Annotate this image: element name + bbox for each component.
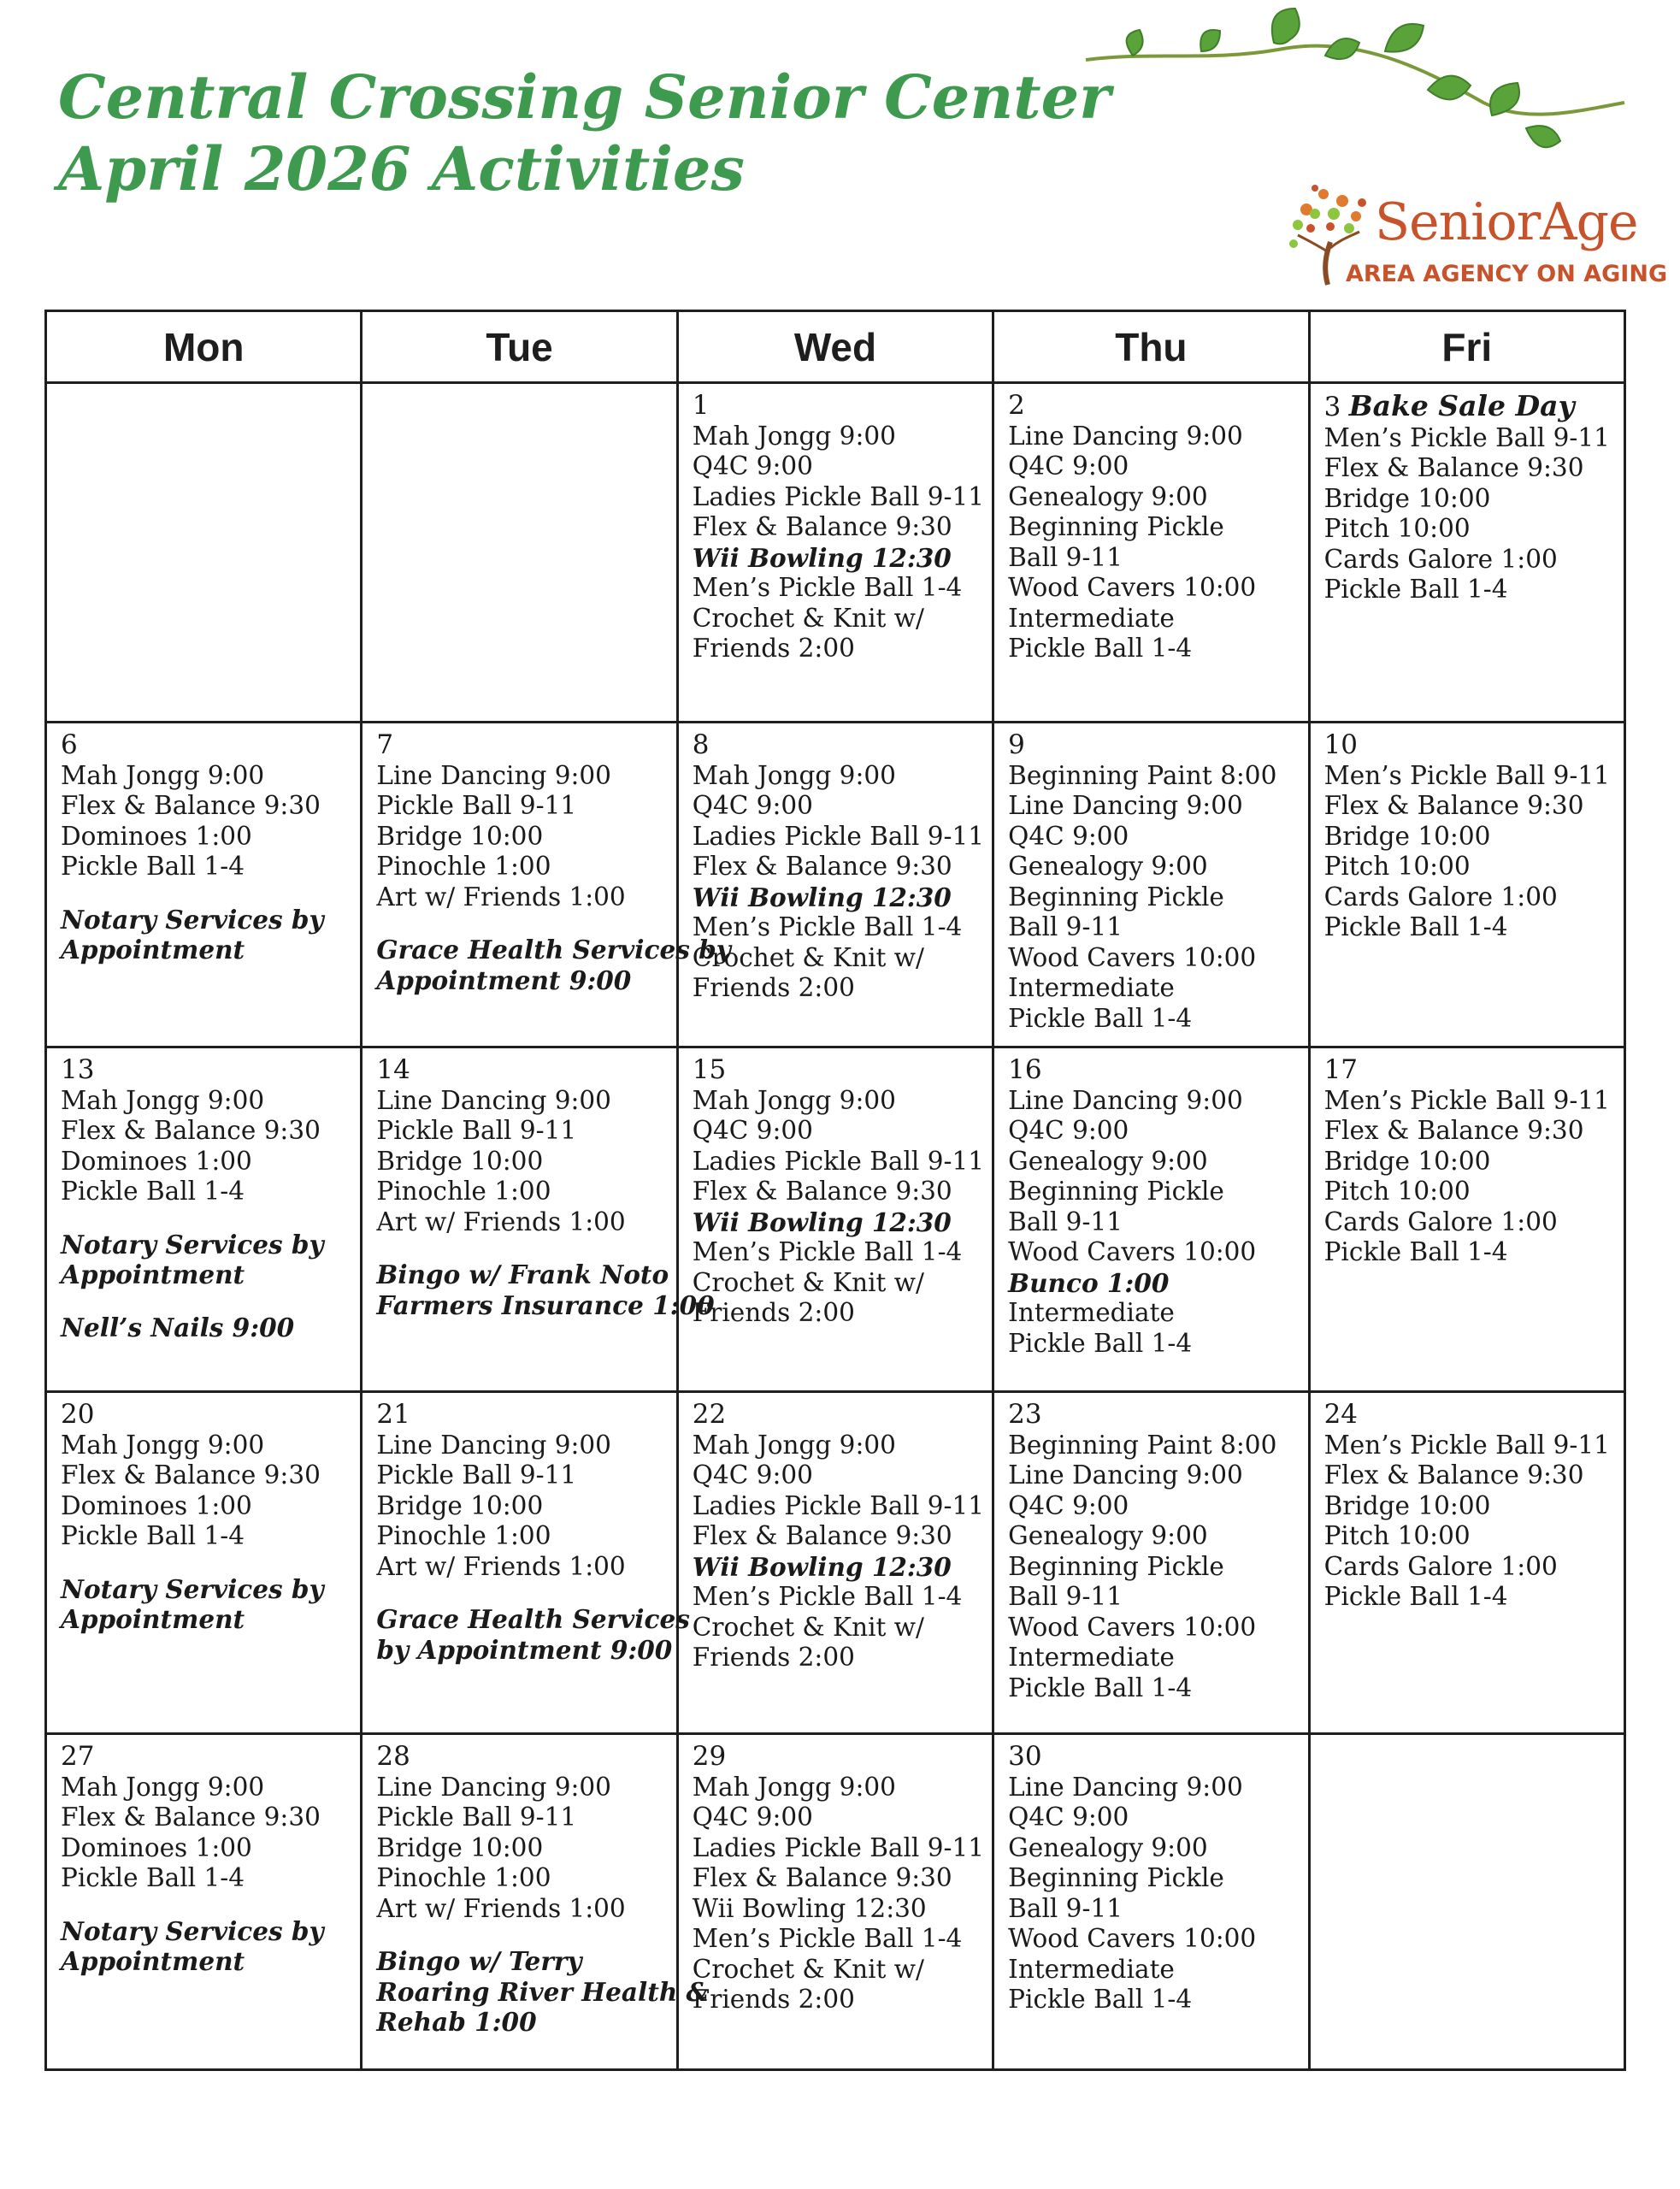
day-number: 7: [376, 729, 394, 760]
activity-item: Pickle Ball 9-11: [376, 791, 577, 820]
activity-item: Intermediate: [1008, 1954, 1175, 1984]
special-event: Nell’s Nails 9:00: [61, 1312, 295, 1342]
day-cell: [677, 723, 993, 1047]
activity-item: Beginning Pickle: [1008, 512, 1224, 541]
activity-item: Flex & Balance 9:30: [692, 1177, 952, 1206]
activity-item: Dominoes 1:00: [61, 1832, 252, 1862]
activity-item: Q4C 9:00: [1008, 821, 1129, 851]
activity-item: Pinochle 1:00: [376, 1521, 551, 1550]
activity-item: Men’s Pickle Ball 1-4: [692, 1237, 963, 1266]
day-header-fri: Fri: [1309, 311, 1624, 383]
activity-item: Ladies Pickle Ball 9-11: [692, 481, 984, 511]
activity-item: Pickle Ball 1-4: [1323, 1582, 1508, 1611]
day-number: 28: [376, 1741, 410, 1772]
day-number: 22: [692, 1399, 727, 1430]
activity-item: Pickle Ball 1-4: [61, 1177, 245, 1206]
activity-item: Cards Galore 1:00: [1323, 1207, 1558, 1236]
activity-item: Flex & Balance 9:30: [1323, 791, 1584, 820]
week-row: [46, 383, 1625, 723]
activity-item: Men’s Pickle Ball 9-11: [1323, 1430, 1610, 1460]
activity-item: Men’s Pickle Ball 1-4: [692, 912, 963, 941]
day-cell: [677, 1047, 993, 1392]
activity-item: Q4C 9:00: [1008, 1803, 1129, 1832]
special-event: Bingo w/ Terry: [376, 1946, 582, 1976]
day-number: 17: [1323, 1054, 1359, 1085]
activity-item: Bridge 10:00: [1323, 483, 1491, 513]
activity-item: Art w/ Friends 1:00: [376, 882, 626, 912]
activity-item: Flex & Balance 9:30: [692, 1863, 952, 1892]
special-event: Notary Services by: [61, 1573, 324, 1604]
day-cell: [1309, 1734, 1624, 2070]
activity-item: Pickle Ball 1-4: [1323, 912, 1508, 941]
day-number: 21: [376, 1399, 410, 1430]
activity-item: Q4C 9:00: [1008, 451, 1129, 481]
day-cell: [677, 1392, 993, 1734]
special-event: Wii Bowling 12:30: [692, 1207, 952, 1237]
activity-item: Ladies Pickle Ball 9-11: [692, 1490, 984, 1520]
special-event: Appointment 9:00: [376, 965, 632, 995]
day-cell: [46, 383, 362, 723]
activity-item: Flex & Balance 9:30: [61, 791, 321, 820]
activity-item: Pickle Ball 1-4: [1323, 1237, 1508, 1266]
activity-item: Mah Jongg 9:00: [692, 421, 896, 451]
activity-item: Q4C 9:00: [692, 791, 813, 820]
special-event: Notary Services by: [61, 904, 324, 935]
activity-item: Dominoes 1:00: [61, 1490, 252, 1520]
special-event: Appointment: [61, 1946, 245, 1976]
special-event: Rehab 1:00: [376, 2007, 537, 2037]
activity-item: Genealogy 9:00: [1008, 1146, 1208, 1176]
activity-item: Ladies Pickle Ball 9-11: [692, 1146, 984, 1176]
logo-tagline: AREA AGENCY ON AGING: [1346, 261, 1668, 287]
special-event: Bunco 1:00: [1008, 1267, 1170, 1298]
activity-item: Pickle Ball 1-4: [1008, 634, 1193, 663]
activity-item: Q4C 9:00: [692, 1116, 813, 1145]
activity-item: Pitch 10:00: [1323, 852, 1471, 881]
day-number: 13: [61, 1054, 95, 1085]
activity-item: Flex & Balance 9:30: [61, 1460, 321, 1490]
activity-item: Cards Galore 1:00: [1323, 882, 1558, 912]
activity-item: Men’s Pickle Ball 1-4: [692, 1924, 963, 1953]
activity-item: Pinochle 1:00: [376, 852, 551, 881]
day-cell: [993, 1047, 1309, 1392]
activity-item: Line Dancing 9:00: [1008, 1460, 1243, 1490]
activity-item: Mah Jongg 9:00: [692, 1430, 896, 1460]
activity-item: Friends 2:00: [692, 1643, 855, 1672]
day-number: 8: [692, 729, 710, 760]
activity-item: Line Dancing 9:00: [376, 1430, 611, 1460]
special-event: Grace Health Services by: [376, 935, 731, 965]
special-event: Appointment: [61, 935, 245, 965]
week-row: [46, 1734, 1625, 2070]
activity-item: Pickle Ball 9-11: [376, 1116, 577, 1145]
special-event: Grace Health Services: [376, 1604, 690, 1634]
activity-item: Bridge 10:00: [1323, 821, 1491, 851]
activity-item: Pitch 10:00: [1323, 514, 1471, 543]
day-number: 2: [1008, 390, 1025, 421]
activity-item: Friends 2:00: [692, 1985, 855, 2014]
activity-item: Intermediate: [1008, 603, 1175, 633]
day-cell: [1309, 723, 1624, 1047]
day-cell: [993, 1392, 1309, 1734]
day-number: 30: [1008, 1741, 1042, 1772]
activity-item: Ball 9-11: [1008, 1893, 1123, 1923]
day-cell: [46, 1734, 362, 2070]
activity-item: Cards Galore 1:00: [1323, 1551, 1558, 1581]
activity-item: Mah Jongg 9:00: [61, 760, 265, 790]
day-number: 3: [1323, 392, 1341, 422]
activity-item: Pickle Ball 1-4: [1008, 1003, 1193, 1033]
activity-item: Friends 2:00: [692, 973, 855, 1002]
activity-item: Ball 9-11: [1008, 912, 1123, 941]
activity-item: Friends 2:00: [692, 1298, 855, 1327]
activity-item: Men’s Pickle Ball 9-11: [1323, 760, 1610, 790]
activity-item: Wii Bowling 12:30: [692, 1893, 927, 1923]
activity-item: Flex & Balance 9:30: [1323, 1460, 1584, 1490]
activity-item: Wood Cavers 10:00: [1008, 1924, 1257, 1953]
day-cell: [1309, 1047, 1624, 1392]
special-event: by Appointment 9:00: [376, 1634, 673, 1665]
activity-item: Pitch 10:00: [1323, 1177, 1471, 1206]
activity-item: Q4C 9:00: [692, 451, 813, 481]
page-title: Central Crossing Senior Center: [58, 62, 1111, 133]
activity-item: Intermediate: [1008, 973, 1175, 1002]
activity-item: Beginning Paint 8:00: [1008, 760, 1277, 790]
activity-item: Mah Jongg 9:00: [61, 1430, 265, 1460]
activity-item: Genealogy 9:00: [1008, 1521, 1208, 1550]
activity-item: Genealogy 9:00: [1008, 1832, 1208, 1862]
activity-item: Mah Jongg 9:00: [61, 1772, 265, 1802]
activity-item: Bridge 10:00: [376, 821, 544, 851]
activity-item: Mah Jongg 9:00: [61, 1085, 265, 1115]
activity-item: Mah Jongg 9:00: [692, 760, 896, 790]
activity-item: Men’s Pickle Ball 1-4: [692, 1582, 963, 1611]
day-heading: [1324, 391, 1615, 423]
activity-item: Men’s Pickle Ball 9-11: [1323, 1085, 1610, 1115]
activity-item: Bridge 10:00: [376, 1832, 544, 1862]
activity-item: Men’s Pickle Ball 1-4: [692, 573, 963, 602]
day-number: 10: [1323, 729, 1359, 760]
activity-item: Bridge 10:00: [376, 1490, 544, 1520]
day-cell: [1309, 1392, 1624, 1734]
logo-name: SeniorAge: [1375, 192, 1638, 252]
activity-item: Line Dancing 9:00: [376, 1085, 611, 1115]
day-number: 6: [61, 729, 78, 760]
activity-item: Genealogy 9:00: [1008, 852, 1208, 881]
day-cell: [993, 383, 1309, 723]
activity-item: Line Dancing 9:00: [1008, 1085, 1243, 1115]
activity-item: Pinochle 1:00: [376, 1177, 551, 1206]
activity-item: Cards Galore 1:00: [1323, 544, 1558, 574]
activity-item: Beginning Pickle: [1008, 1551, 1224, 1581]
day-cell: [362, 383, 677, 723]
day-cell: [993, 1734, 1309, 2070]
page-subtitle: April 2026 Activities: [58, 133, 745, 204]
day-number: 15: [692, 1054, 727, 1085]
activities-calendar: [44, 310, 1626, 2071]
activity-item: Flex & Balance 9:30: [1323, 1116, 1584, 1145]
activity-item: Line Dancing 9:00: [1008, 1772, 1243, 1802]
activity-item: Q4C 9:00: [692, 1803, 813, 1832]
activity-item: Flex & Balance 9:30: [692, 852, 952, 881]
special-day-label: Bake Sale Day: [1348, 389, 1575, 422]
activity-item: Crochet & Knit w/: [692, 1267, 924, 1297]
activity-item: Pickle Ball 1-4: [1008, 1985, 1193, 2014]
activity-item: Pickle Ball 1-4: [61, 1521, 245, 1550]
special-event: Appointment: [61, 1260, 245, 1289]
day-cell: [46, 1392, 362, 1734]
activity-item: Bridge 10:00: [1323, 1490, 1491, 1520]
special-event: Bingo w/ Frank Noto: [376, 1260, 669, 1289]
day-cell: [362, 723, 731, 1047]
activity-item: Mah Jongg 9:00: [692, 1085, 896, 1115]
activity-item: Dominoes 1:00: [61, 821, 252, 851]
activity-item: Line Dancing 9:00: [376, 1772, 611, 1802]
activity-item: Art w/ Friends 1:00: [376, 1207, 626, 1236]
special-event: Roaring River Health &: [376, 1976, 710, 2007]
day-number: 24: [1323, 1399, 1359, 1430]
activity-item: Beginning Paint 8:00: [1008, 1430, 1277, 1460]
activity-item: Bridge 10:00: [1323, 1146, 1491, 1176]
week-row: [46, 1047, 1625, 1392]
activity-item: Ball 9-11: [1008, 1582, 1123, 1611]
special-event: Wii Bowling 12:30: [692, 882, 952, 912]
day-cell: [46, 1047, 362, 1392]
activity-item: Wood Cavers 10:00: [1008, 1612, 1257, 1642]
day-number: 29: [692, 1741, 727, 1772]
special-event: Wii Bowling 12:30: [692, 1551, 952, 1582]
special-event: Wii Bowling 12:30: [692, 542, 952, 573]
special-event: Notary Services by: [61, 1915, 324, 1946]
activity-item: Wood Cavers 10:00: [1008, 1237, 1257, 1266]
day-header-tue: Tue: [362, 311, 677, 383]
day-number: 27: [61, 1741, 95, 1772]
activity-item: Pickle Ball 1-4: [1008, 1673, 1193, 1702]
activity-item: Pickle Ball 1-4: [61, 852, 245, 881]
activity-item: Wood Cavers 10:00: [1008, 573, 1257, 602]
activity-item: Flex & Balance 9:30: [61, 1116, 321, 1145]
day-cell: [677, 1734, 993, 2070]
activity-item: Crochet & Knit w/: [692, 1954, 924, 1984]
activity-item: Flex & Balance 9:30: [692, 512, 952, 541]
day-number: 20: [61, 1399, 95, 1430]
activity-item: Intermediate: [1008, 1643, 1175, 1672]
week-row: [46, 723, 1625, 1047]
activity-item: Flex & Balance 9:30: [692, 1521, 952, 1550]
activity-item: Pitch 10:00: [1323, 1521, 1471, 1550]
day-cell: [677, 383, 993, 723]
activity-item: Flex & Balance 9:30: [61, 1803, 321, 1832]
activity-item: Ladies Pickle Ball 9-11: [692, 821, 984, 851]
special-event: Appointment: [61, 1604, 245, 1634]
activity-item: Ladies Pickle Ball 9-11: [692, 1832, 984, 1862]
activity-item: Intermediate: [1008, 1298, 1175, 1327]
activity-item: Line Dancing 9:00: [1008, 421, 1243, 451]
activity-item: Wood Cavers 10:00: [1008, 942, 1257, 972]
activity-item: Crochet & Knit w/: [692, 1612, 924, 1642]
activity-item: Dominoes 1:00: [61, 1146, 252, 1176]
day-cell: [993, 723, 1309, 1047]
day-number: 9: [1008, 729, 1025, 760]
activity-item: Pickle Ball 9-11: [376, 1803, 577, 1832]
special-event: Notary Services by: [61, 1229, 324, 1260]
ivy-vine-decoration: [1082, 9, 1629, 162]
activity-item: Line Dancing 9:00: [376, 760, 611, 790]
activity-item: Crochet & Knit w/: [692, 942, 924, 972]
activity-item: Beginning Pickle: [1008, 882, 1224, 912]
activity-item: Friends 2:00: [692, 634, 855, 663]
special-event: Farmers Insurance 1:00: [376, 1289, 715, 1320]
day-cell: [46, 723, 362, 1047]
activity-item: Beginning Pickle: [1008, 1177, 1224, 1206]
day-header-wed: Wed: [677, 311, 993, 383]
calendar-body: [46, 383, 1625, 2070]
activity-item: Bridge 10:00: [376, 1146, 544, 1176]
activity-item: Pickle Ball 1-4: [1323, 575, 1508, 604]
activity-item: Men’s Pickle Ball 9-11: [1323, 422, 1610, 452]
activity-item: Flex & Balance 9:30: [1323, 453, 1584, 482]
day-cell: [362, 1392, 690, 1734]
activity-item: Art w/ Friends 1:00: [376, 1551, 626, 1581]
activity-item: Ball 9-11: [1008, 542, 1123, 572]
activity-item: Pickle Ball 1-4: [61, 1863, 245, 1892]
activity-item: Pickle Ball 1-4: [1008, 1328, 1193, 1358]
week-row: [46, 1392, 1625, 1734]
activity-item: Pinochle 1:00: [376, 1863, 551, 1892]
activity-item: Genealogy 9:00: [1008, 481, 1208, 511]
activity-item: Mah Jongg 9:00: [692, 1772, 896, 1802]
day-header-mon: Mon: [46, 311, 362, 383]
day-number: 1: [692, 390, 710, 421]
activity-item: Q4C 9:00: [1008, 1116, 1129, 1145]
activity-item: Art w/ Friends 1:00: [376, 1893, 626, 1923]
senior-age-logo: [1281, 175, 1668, 295]
day-number: 23: [1008, 1399, 1042, 1430]
day-header-thu: Thu: [993, 311, 1309, 383]
activity-item: Crochet & Knit w/: [692, 603, 924, 633]
activity-item: Pickle Ball 9-11: [376, 1460, 577, 1490]
activity-item: Q4C 9:00: [692, 1460, 813, 1490]
day-number: 16: [1008, 1054, 1042, 1085]
day-number: 14: [376, 1054, 410, 1085]
activity-item: Ball 9-11: [1008, 1207, 1123, 1236]
weekday-header-row: [46, 311, 1625, 383]
activity-item: Line Dancing 9:00: [1008, 791, 1243, 820]
activity-item: Q4C 9:00: [1008, 1490, 1129, 1520]
day-cell: [1309, 383, 1624, 723]
activity-item: Beginning Pickle: [1008, 1863, 1224, 1892]
